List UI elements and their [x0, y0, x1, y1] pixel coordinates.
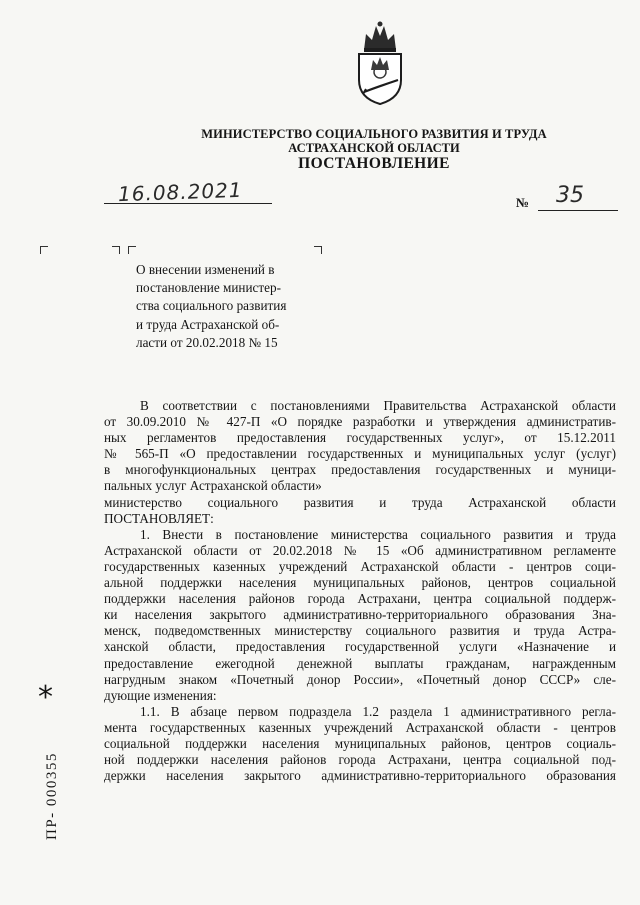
body-line: Астраханской области от 20.02.2018 № 15 «Об административном регламенте — [104, 542, 616, 558]
body-line: № 565-П «О предоставлении государственных и муниципальных услуг (услуг) — [104, 446, 616, 462]
body-line: 1.1. В абзаце первом подраздела 1.2 раздела 1 административного регла- — [140, 703, 616, 719]
body-line: ки населения закрытого административно-территориального образования Зна- — [104, 607, 616, 623]
body-line: нагрудным знаком «Почетный донор России», «Почетный донор СССР» сле- — [104, 671, 616, 687]
number-label: № — [516, 195, 530, 210]
corner-mark — [128, 246, 136, 254]
subject-line: постановление министер- — [136, 280, 281, 296]
body-line: альной поддержки населения муниципальных районов, центров социальной — [104, 575, 616, 591]
corner-mark — [112, 246, 120, 254]
margin-asterisk: * — [38, 680, 53, 715]
body-line: ханской области, предоставления государственной услуги «Назначение и — [104, 639, 616, 655]
body-line: ных регламентов предоставления государственных услуг», от 15.12.2011 — [104, 430, 616, 446]
body-line: государственных казенных учреждений Астраханской области - центров соци- — [104, 558, 616, 574]
document-type-title: ПОСТАНОВЛЕНИЕ — [298, 155, 450, 172]
body-line: держки населения закрытого административно-территориального образования — [104, 768, 616, 784]
date-underline — [104, 203, 272, 204]
body-line: менск, подведомственных министерству социального развития и труда Астра- — [104, 623, 616, 639]
body-line: от 30.09.2010 № 427-П «О порядке разработки и утверждения административ- — [104, 414, 616, 430]
ministry-name-line1: МИНИСТЕРСТВО СОЦИАЛЬНОГО РАЗВИТИЯ И ТРУДА — [201, 127, 547, 141]
corner-mark — [40, 246, 48, 254]
body-line: 1. Внести в постановление министерства социального развития и труда — [140, 526, 616, 542]
document-body — [104, 398, 616, 784]
body-line: предоставление ежегодной денежной выплаты гражданам, награжденным — [104, 655, 616, 671]
ministry-name-line2: АСТРАХАНСКОЙ ОБЛАСТИ — [288, 141, 460, 155]
body-line: дующие изменения: — [104, 687, 217, 703]
body-line: пальных услуг Астраханской области» — [104, 478, 322, 494]
subject-line: О внесении изменений в — [136, 262, 275, 277]
body-line: мента государственных казенных учреждений Астраханской области - центров — [104, 719, 616, 735]
body-line: В соответствии с постановлениями Правительства Астраханской области — [140, 398, 616, 413]
body-line: ной поддержки населения районов города Астрахани, центра социальной под- — [104, 752, 616, 768]
corner-mark — [314, 246, 322, 254]
subject-line: ства социального развития — [136, 298, 287, 314]
subject-line: и труда Астраханской об- — [136, 316, 280, 332]
body-line: в многофункциональных центрах предоставления государственных и муници- — [104, 462, 616, 478]
subject-line: ласти от 20.02.2018 № 15 — [136, 334, 278, 350]
body-line: поддержки населения районов города Астрахани, центра социальной поддерж- — [104, 591, 616, 607]
body-line: министерство социального развития и труда Астраханской области — [104, 494, 616, 510]
margin-registration-code: ПР- 000355 — [44, 752, 60, 840]
handwritten-number: 35 — [556, 183, 584, 208]
body-line: ПОСТАНОВЛЯЕТ: — [104, 510, 214, 526]
number-underline — [538, 210, 618, 211]
body-line: социальной поддержки населения муниципальных районов, центров социаль- — [104, 735, 616, 751]
handwritten-date: 16.08.2021 — [117, 177, 243, 207]
document-subject — [136, 261, 316, 352]
coat-of-arms-icon — [354, 20, 406, 106]
